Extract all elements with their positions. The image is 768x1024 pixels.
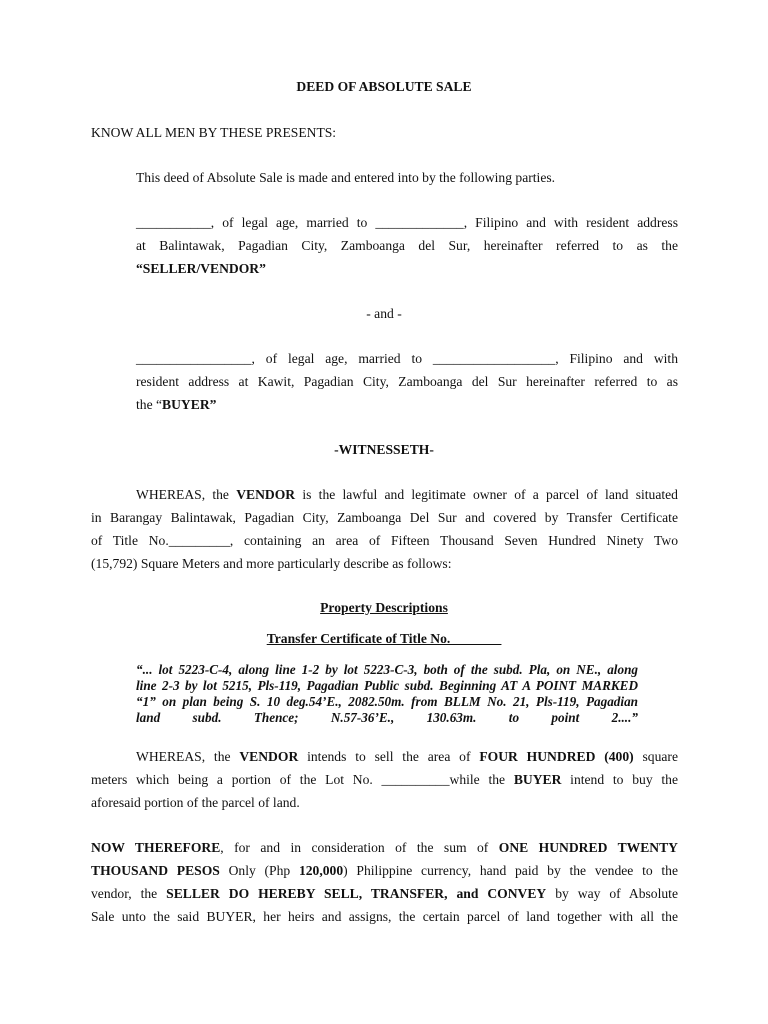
whereas-2-line-1: WHEREAS, the VENDOR intends to sell the area of FOUR HUNDRED (400) square: [136, 749, 678, 764]
intro-line: KNOW ALL MEN BY THESE PRESENTS:: [91, 125, 337, 140]
whereas-2-line-2: meters which being a portion of the Lot No. __________while the BUYER intend to buy the: [91, 772, 678, 787]
whereas-1-line-3: of Title No._________, containing an area of Fifteen Thousand Seven Hundred Ninety Two: [91, 533, 678, 548]
property-quote-line-2: line 2-3 by lot 5215, Pls-119, Pagadian Public subd. Beginning AT A POINT MARKED: [136, 678, 638, 693]
tct-heading: Transfer Certificate of Title No. _______: [266, 631, 502, 646]
now-therefore-line-3: vendor, the SELLER DO HEREBY SELL, TRANSFER, and CONVEY by way of Absolute: [91, 886, 678, 901]
property-descriptions-heading: Property Descriptions: [320, 600, 448, 615]
whereas-1-line-1: WHEREAS, the VENDOR is the lawful and legitimate owner of a parcel of land situated: [136, 487, 678, 502]
now-therefore-line-2: THOUSAND PESOS Only (Php 120,000) Philippine currency, hand paid by the vendee to the: [91, 863, 678, 878]
and-separator: - and -: [366, 306, 402, 321]
whereas-2-line-3: aforesaid portion of the parcel of land.: [91, 795, 300, 810]
now-therefore-line-4: Sale unto the said BUYER, her heirs and assigns, the certain parcel of land together with all the: [91, 909, 678, 924]
property-quote-line-3: “1” on plan being S. 10 deg.54’E., 2082.50m. from BLLM No. 21, Pls-119, Pagadian: [136, 694, 638, 709]
document-title: DEED OF ABSOLUTE SALE: [296, 79, 472, 94]
property-quote-line-1: “... lot 5223-C-4, along line 1-2 by lot 5223-C-3, both of the subd. Pla, on NE., along: [136, 662, 638, 677]
whereas-1-line-2: in Barangay Balintawak, Pagadian City, Zamboanga Del Sur and covered by Transfer Certificate: [91, 510, 678, 525]
property-quote-line-4: land subd. Thence; N.57-36’E., 130.63m. to point 2....”: [136, 710, 638, 725]
buyer-line-1: _________________, of legal age, married to __________________, Filipino and with: [136, 351, 678, 366]
buyer-line-3: the “BUYER”: [136, 397, 217, 412]
witnesseth-heading: -WITNESSETH-: [334, 442, 434, 457]
seller-line-3: “SELLER/VENDOR”: [136, 261, 266, 276]
buyer-line-2: resident address at Kawit, Pagadian City, Zamboanga del Sur hereinafter referred to as: [136, 374, 678, 389]
seller-line-1: ___________, of legal age, married to _____________, Filipino and with resident address: [136, 215, 678, 230]
whereas-1-line-4: (15,792) Square Meters and more particularly describe as follows:: [91, 556, 452, 571]
seller-line-2: at Balintawak, Pagadian City, Zamboanga del Sur, hereinafter referred to as the: [136, 238, 678, 253]
opening-paragraph: This deed of Absolute Sale is made and entered into by the following parties.: [136, 170, 556, 185]
now-therefore-line-1: NOW THEREFORE, for and in consideration of the sum of ONE HUNDRED TWENTY: [91, 840, 678, 855]
